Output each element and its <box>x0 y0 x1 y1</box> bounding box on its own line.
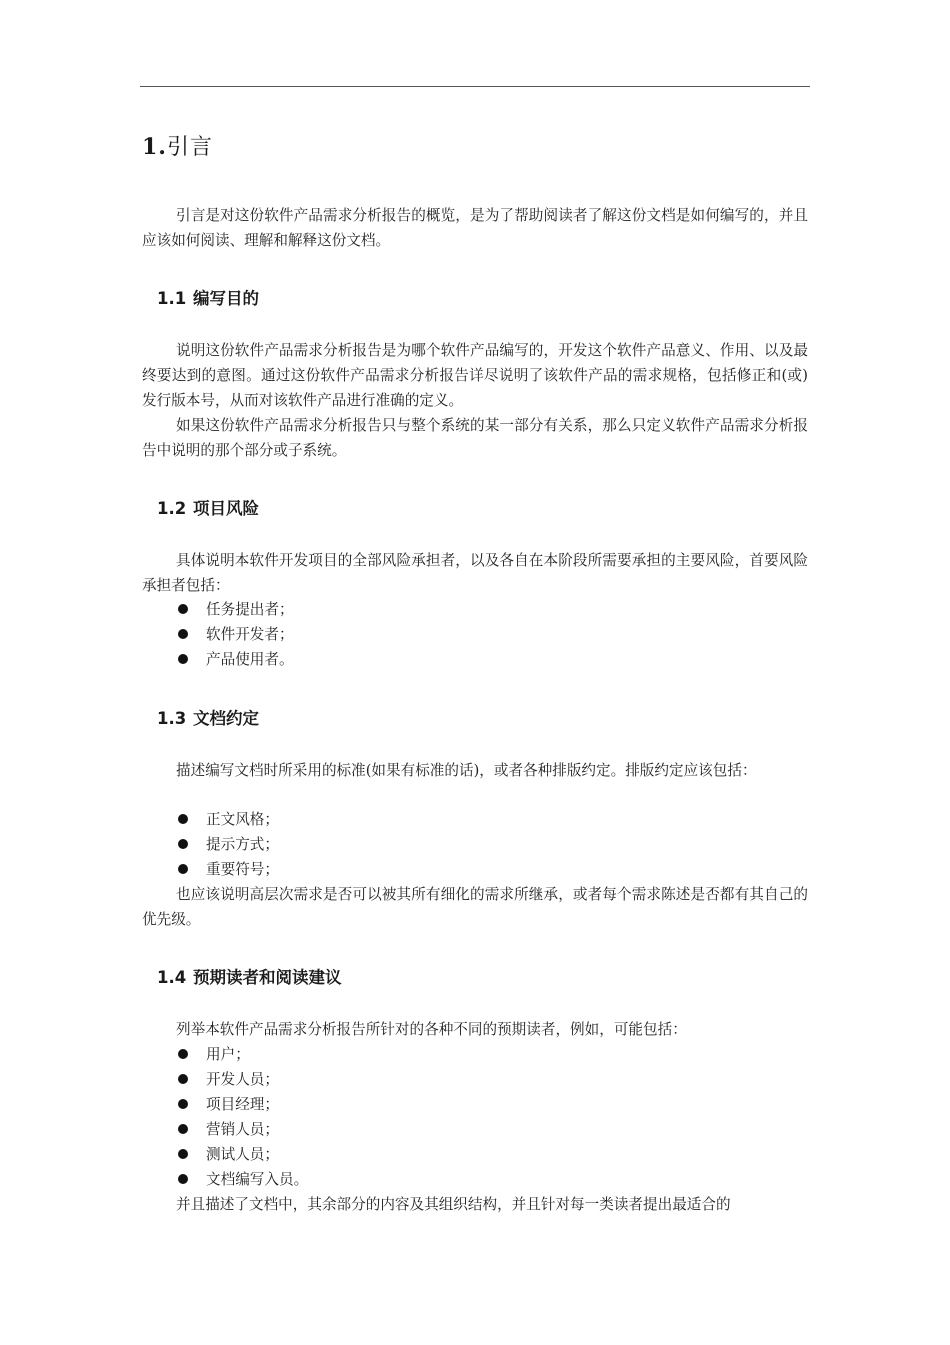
bullet-icon <box>178 604 188 614</box>
list-item-text: 任务提出者； <box>206 601 294 618</box>
list-item-text: 项目经理； <box>206 1096 279 1113</box>
section-title: 预期读者和阅读建议 <box>193 968 342 987</box>
list-item-text: 正文风格； <box>206 811 279 828</box>
list-item <box>176 1167 308 1192</box>
intro-paragraph: 引言是对这份软件产品需求分析报告的概览，是为了帮助阅读者了解这份文档是如何编写的，并且应该如何阅读、理解和解释这份文档。 <box>142 207 808 249</box>
bullet-icon <box>178 1049 188 1059</box>
section-1-4-after-paragraph: 并且描述了文档中，其余部分的内容及其组织结构，并且针对每一类读者提出最适合的 <box>176 1196 731 1213</box>
list-item-text: 软件开发者； <box>206 626 294 643</box>
risk-bearer-list <box>176 597 294 672</box>
list-item <box>176 1042 308 1067</box>
bullet-icon <box>178 1074 188 1084</box>
bullet-icon <box>178 1099 188 1109</box>
list-item <box>176 1117 308 1142</box>
list-item <box>176 1142 308 1167</box>
conventions-list <box>176 807 279 882</box>
section-title: 编写目的 <box>193 289 259 308</box>
list-item <box>176 832 279 857</box>
list-item-text: 测试人员； <box>206 1146 279 1163</box>
bullet-icon <box>178 629 188 639</box>
section-1-3-after-paragraph: 也应该说明高层次需求是否可以被其所有细化的需求所继承，或者每个需求陈述是否都有其自己的优先级。 <box>142 886 808 928</box>
list-item <box>176 807 279 832</box>
section-number: 1.1 <box>157 289 187 308</box>
section-title: 文档约定 <box>193 709 259 728</box>
bullet-icon <box>178 1124 188 1134</box>
header-rule <box>140 86 810 87</box>
bullet-icon <box>178 864 188 874</box>
list-item <box>176 1092 308 1117</box>
list-item <box>176 647 294 672</box>
section-1-1-paragraph-2: 如果这份软件产品需求分析报告只与整个系统的某一部分有关系，那么只定义软件产品需求分析报告中说明的那个部分或子系统。 <box>142 417 808 459</box>
bullet-icon <box>178 839 188 849</box>
section-1-4-paragraph: 列举本软件产品需求分析报告所针对的各种不同的预期读者，例如，可能包括： <box>176 1021 687 1038</box>
section-title: 项目风险 <box>193 499 259 518</box>
list-item-text: 营销人员； <box>206 1121 279 1138</box>
section-number: 1.3 <box>157 709 187 728</box>
list-item-text: 用户； <box>206 1046 250 1063</box>
section-number: 1.2 <box>157 499 187 518</box>
section-1-2-paragraph: 具体说明本软件开发项目的全部风险承担者，以及各自在本阶段所需要承担的主要风险，首要风险承担者包括： <box>142 552 808 594</box>
chapter-number: 1. <box>142 134 167 160</box>
section-heading-1-2 <box>157 495 259 519</box>
list-item-text: 产品使用者。 <box>206 651 294 668</box>
bullet-icon <box>178 654 188 664</box>
list-item <box>176 1067 308 1092</box>
section-heading-1-1 <box>157 285 259 309</box>
list-item <box>176 597 294 622</box>
section-1-3-paragraph: 描述编写文档时所采用的标准(如果有标准的话)，或者各种排版约定。排版约定应该包括： <box>176 762 757 779</box>
bullet-icon <box>178 814 188 824</box>
section-heading-1-4 <box>157 964 342 988</box>
list-item-text: 开发人员； <box>206 1071 279 1088</box>
list-item <box>176 622 294 647</box>
section-number: 1.4 <box>157 968 187 987</box>
section-heading-1-3 <box>157 705 259 729</box>
bullet-icon <box>178 1149 188 1159</box>
list-item-text: 重要符号； <box>206 861 279 878</box>
list-item <box>176 857 279 882</box>
readers-list <box>176 1042 308 1192</box>
section-1-1-paragraph-1: 说明这份软件产品需求分析报告是为哪个软件产品编写的，开发这个软件产品意义、作用、以及最终要达到的意图。通过这份软件产品需求分析报告详尽说明了该软件产品的需求规格，包括修正和(或)发行版本号，从而对该软件产品进行准确的定义。 <box>142 342 808 409</box>
list-item-text: 提示方式； <box>206 836 279 853</box>
chapter-title: 引言 <box>166 135 213 160</box>
bullet-icon <box>178 1174 188 1184</box>
chapter-heading <box>142 130 213 161</box>
list-item-text: 文档编写入员。 <box>206 1171 309 1188</box>
